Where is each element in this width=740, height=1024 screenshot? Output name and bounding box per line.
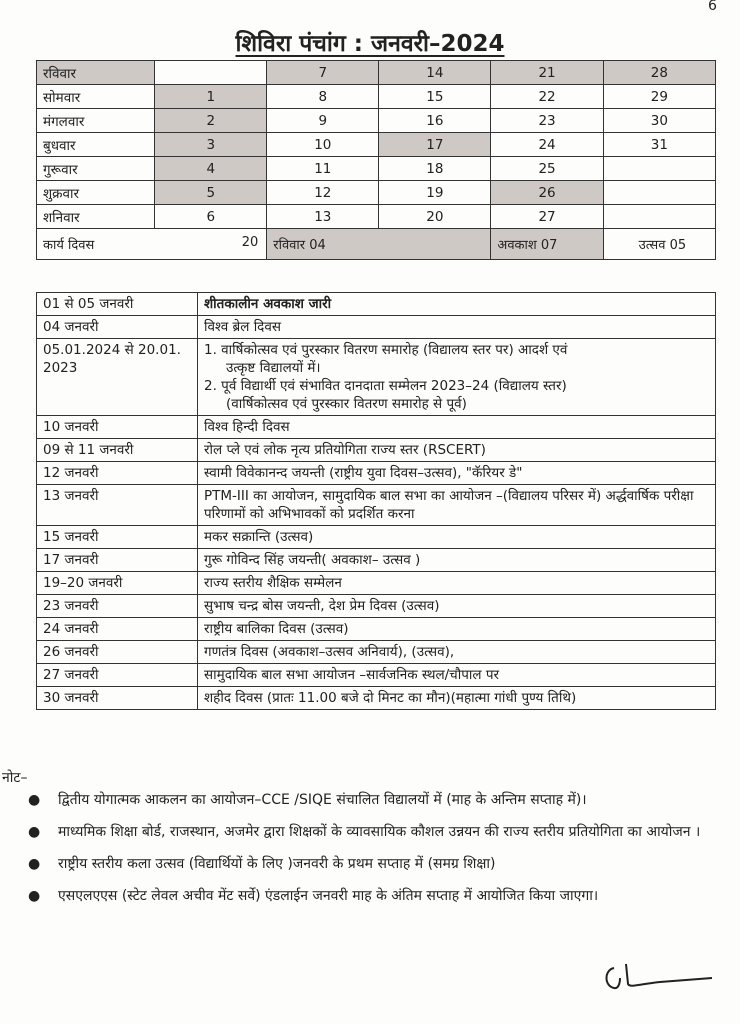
page-title: शिविरा पंचांग : जनवरी–2024: [235, 31, 505, 57]
calendar-date-cell: 7: [267, 61, 379, 85]
event-row: [37, 572, 716, 595]
event-description: मकर सक्रान्ति (उत्सव): [198, 526, 716, 549]
note-text: माध्यमिक शिक्षा बोर्ड, राजस्थान, अजमेर द्वारा शिक्षकों के व्यावसायिक कौशल उन्नयन की राज्य स्तरीय प्रतियोगिता का आयोजन ।: [58, 824, 701, 840]
notes-label: नोट–: [2, 770, 28, 786]
event-date: 30 जनवरी: [37, 687, 198, 710]
calendar-row: [37, 157, 716, 181]
calendar-day-label: बुधवार: [37, 133, 155, 157]
note-item: [28, 854, 718, 874]
event-description: शहीद दिवस (प्रातः 11.00 बजे दो मिनट का मौन)(महात्मा गांधी पुण्य तिथि): [198, 687, 716, 710]
calendar-date-cell: 16: [379, 109, 491, 133]
calendar-date-cell: [603, 157, 715, 181]
calendar-date-cell: 22: [491, 85, 603, 109]
calendar-date-cell: 14: [379, 61, 491, 85]
event-description: [198, 339, 716, 416]
event-description: सामुदायिक बाल सभा आयोजन –सार्वजनिक स्थल/चौपाल पर: [198, 664, 716, 687]
calendar-date-cell: [603, 205, 715, 229]
holidays-count: अवकाश 07: [491, 229, 603, 260]
note-text: द्वितीय योगात्मक आकलन का आयोजन–CCE /SIQE संचालित विद्यालयों में (माह के अन्तिम सप्ताह में)।: [58, 792, 587, 808]
calendar-date-cell: 15: [379, 85, 491, 109]
event-date: 24 जनवरी: [37, 618, 198, 641]
calendar-date-cell: 20: [379, 205, 491, 229]
note-item: [28, 886, 718, 906]
calendar-row: [37, 85, 716, 109]
event-date: 27 जनवरी: [37, 664, 198, 687]
event-row: [37, 687, 716, 710]
calendar-date-cell: 17: [379, 133, 491, 157]
calendar-date-cell: 27: [491, 205, 603, 229]
event-date: 17 जनवरी: [37, 549, 198, 572]
calendar-date-cell: 11: [267, 157, 379, 181]
note-text: राष्ट्रीय स्तरीय कला उत्सव (विद्यार्थियों के लिए )जनवरी के प्रथम सप्ताह में (समग्र शिक्षा): [58, 856, 496, 872]
event-row: [37, 439, 716, 462]
event-date: 10 जनवरी: [37, 416, 198, 439]
calendar-date-cell: 23: [491, 109, 603, 133]
working-days-value: 20: [241, 235, 259, 250]
signature: [600, 960, 720, 1000]
bullet-icon: ●: [28, 888, 41, 904]
calendar-day-label: शुक्रवार: [37, 181, 155, 205]
calendar-date-cell: 9: [267, 109, 379, 133]
note-text: एसएलएएस (स्टेट लेवल अचीव मेंट सर्वे) एंडलाईन जनवरी माह के अंतिम सप्ताह में आयोजित किया जाएगा।: [58, 888, 599, 904]
calendar-row: [37, 61, 716, 85]
calendar-day-label: सोमवार: [37, 85, 155, 109]
event-description-line: 1. वार्षिकोत्सव एवं पुरस्कार वितरण समारोह (विद्यालय स्तर पर) आदर्श एवं: [204, 342, 568, 358]
calendar-date-cell: 13: [267, 205, 379, 229]
page-number: 6: [708, 0, 717, 14]
event-date: 04 जनवरी: [37, 316, 198, 339]
calendar-date-cell: 10: [267, 133, 379, 157]
calendar-date-cell: [603, 181, 715, 205]
calendar-date-cell: 21: [491, 61, 603, 85]
event-date: 19–20 जनवरी: [37, 572, 198, 595]
event-description: गणतंत्र दिवस (अवकाश–उत्सव अनिवार्य), (उत्सव),: [198, 641, 716, 664]
festivals-count: उत्सव 05: [603, 229, 715, 260]
calendar-date-cell: 31: [603, 133, 715, 157]
working-days-label: कार्य दिवस: [43, 238, 95, 253]
calendar-date-cell: 2: [155, 109, 267, 133]
event-description: रोल प्ले एवं लोक नृत्य प्रतियोगिता राज्य स्तर (RSCERT): [198, 439, 716, 462]
calendar-date-cell: 19: [379, 181, 491, 205]
event-row: [37, 316, 716, 339]
note-item: [28, 822, 718, 842]
calendar-row: [37, 205, 716, 229]
calendar-day-label: गुरूवार: [37, 157, 155, 181]
event-description: राज्य स्तरीय शैक्षिक सम्मेलन: [198, 572, 716, 595]
calendar-date-cell: 8: [267, 85, 379, 109]
event-description: विश्व ब्रेल दिवस: [198, 316, 716, 339]
calendar-date-cell: [155, 61, 267, 85]
event-description: स्वामी विवेकानन्द जयन्ती (राष्ट्रीय युवा दिवस–उत्सव), "कॅरियर डे": [198, 462, 716, 485]
calendar-date-cell: 30: [603, 109, 715, 133]
event-row: [37, 526, 716, 549]
event-date: 23 जनवरी: [37, 595, 198, 618]
bullet-icon: ●: [28, 792, 41, 808]
calendar-date-cell: 29: [603, 85, 715, 109]
event-date: 01 से 05 जनवरी: [37, 293, 198, 316]
calendar-row: [37, 109, 716, 133]
event-row: [37, 595, 716, 618]
calendar-date-cell: 6: [155, 205, 267, 229]
event-row: [37, 618, 716, 641]
event-row: [37, 664, 716, 687]
calendar-date-cell: 24: [491, 133, 603, 157]
calendar-date-cell: 18: [379, 157, 491, 181]
event-row: [37, 339, 716, 416]
sundays-count: रविवार 04: [267, 229, 491, 260]
event-date: 12 जनवरी: [37, 462, 198, 485]
calendar-date-cell: 28: [603, 61, 715, 85]
calendar-day-label: शनिवार: [37, 205, 155, 229]
event-description: विश्व हिन्दी दिवस: [198, 416, 716, 439]
event-row: [37, 641, 716, 664]
calendar-date-cell: 26: [491, 181, 603, 205]
calendar-summary-row: [37, 229, 716, 260]
event-description: शीतकालीन अवकाश जारी: [198, 293, 716, 316]
calendar-date-cell: 4: [155, 157, 267, 181]
calendar-date-cell: 12: [267, 181, 379, 205]
event-description-line: 2. पूर्व विद्यार्थी एवं संभावित दानदाता सम्मेलन 2023–24 (विद्यालय स्तर): [204, 378, 567, 394]
event-description: गुरू गोविन्द सिंह जयन्ती( अवकाश– उत्सव ): [198, 549, 716, 572]
calendar-day-label: रविवार: [37, 61, 155, 85]
event-row: [37, 549, 716, 572]
calendar-date-cell: 1: [155, 85, 267, 109]
event-description: PTM-III का आयोजन, सामुदायिक बाल सभा का आयोजन –(विद्यालय परिसर में) अर्द्धवार्षिक परीक्षा परिणामों को अभिभावकों को प्रदर्शित करना: [198, 485, 716, 526]
calendar-date-cell: 3: [155, 133, 267, 157]
event-description-line: उत्कृष्ट विद्यालयों में।: [226, 360, 321, 376]
events-table: [36, 292, 716, 710]
calendar-date-cell: 5: [155, 181, 267, 205]
calendar-day-label: मंगलवार: [37, 109, 155, 133]
event-row: [37, 462, 716, 485]
event-row: [37, 293, 716, 316]
event-date: 26 जनवरी: [37, 641, 198, 664]
calendar-date-cell: 25: [491, 157, 603, 181]
event-row: [37, 485, 716, 526]
event-row: [37, 416, 716, 439]
notes-list: [28, 790, 718, 918]
event-description: राष्ट्रीय बालिका दिवस (उत्सव): [198, 618, 716, 641]
bullet-icon: ●: [28, 824, 41, 840]
event-date: 09 से 11 जनवरी: [37, 439, 198, 462]
calendar-row: [37, 181, 716, 205]
working-days-cell: [37, 229, 267, 260]
event-description-line: (वार्षिकोत्सव एवं पुरस्कार वितरण समारोह से पूर्व): [226, 396, 467, 412]
event-description: सुभाष चन्द्र बोस जयन्ती, देश प्रेम दिवस (उत्सव): [198, 595, 716, 618]
calendar-table: [36, 60, 716, 260]
event-date: 13 जनवरी: [37, 485, 198, 526]
event-date: 15 जनवरी: [37, 526, 198, 549]
calendar-row: [37, 133, 716, 157]
event-date: 05.01.2024 से 20.01. 2023: [37, 339, 198, 416]
note-item: [28, 790, 718, 810]
bullet-icon: ●: [28, 856, 41, 872]
